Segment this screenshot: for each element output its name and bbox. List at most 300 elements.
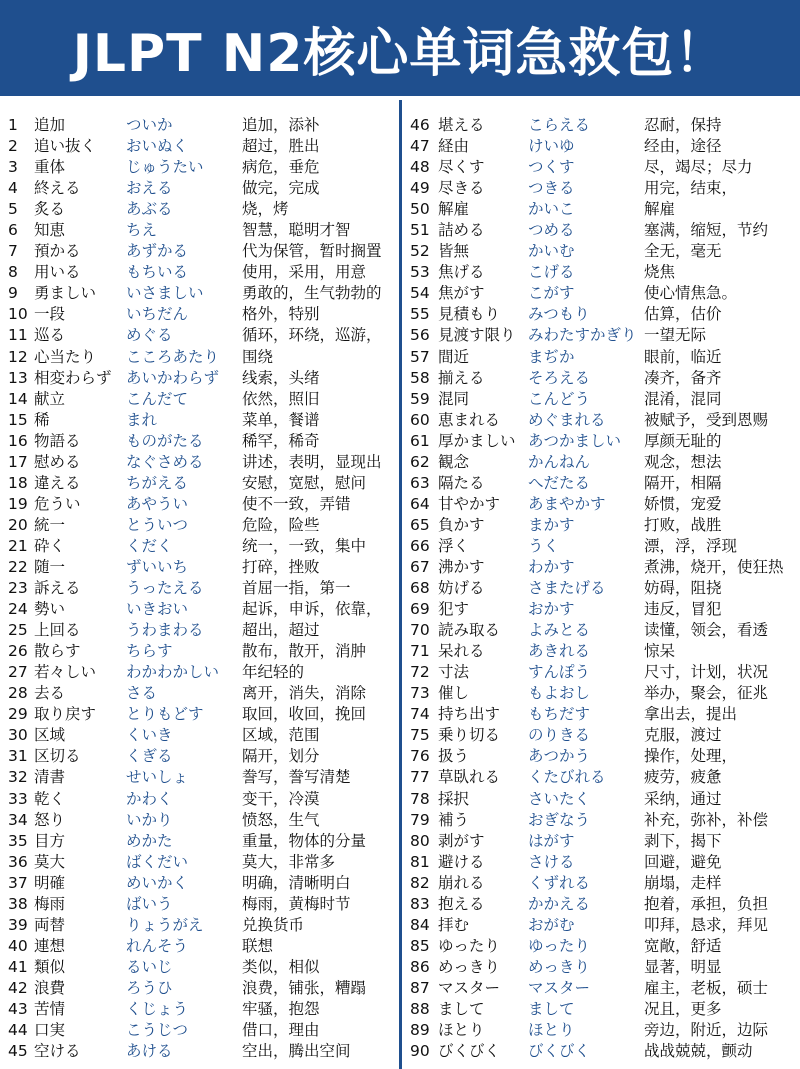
entry-number: 69 (410, 600, 430, 619)
vocab-word: 採択 (438, 789, 470, 808)
entry-number: 35 (8, 831, 28, 850)
entry-number: 70 (410, 621, 430, 640)
vocab-reading: まして (528, 999, 575, 1018)
vocab-word: 浪費 (34, 978, 66, 997)
vocab-row (404, 389, 800, 410)
entry-number: 6 (8, 221, 18, 240)
vocab-meaning: 娇惯，宠爱 (644, 494, 722, 513)
vocab-meaning: 统一，一致，集中 (242, 536, 367, 555)
vocab-row (404, 1041, 800, 1062)
vocab-word: 献立 (34, 389, 66, 408)
vocab-meaning: 全无，毫无 (644, 242, 722, 261)
vocab-row (0, 978, 400, 999)
vocab-word: 恵まれる (438, 410, 501, 429)
vocab-reading: れんそう (126, 936, 189, 955)
entry-number: 5 (8, 200, 18, 219)
vocab-meaning: 莫大，非常多 (242, 852, 336, 871)
vocab-reading: さいたく (528, 789, 591, 808)
vocab-meaning: 牢骚，抱怨 (242, 999, 320, 1018)
vocab-row (0, 136, 400, 157)
vocab-meaning: 安慰，宽慰，慰问 (242, 473, 367, 492)
vocab-row (404, 283, 800, 304)
vocab-meaning: 经由，途径 (644, 137, 722, 156)
vocab-reading: まれ (126, 410, 158, 429)
entry-number: 68 (410, 579, 430, 598)
vocab-row (0, 873, 400, 894)
vocab-reading: けいゆ (528, 137, 575, 156)
vocab-word: 連想 (34, 936, 66, 955)
entry-number: 67 (410, 557, 430, 576)
right-column (404, 115, 800, 1062)
vocab-meaning: 克服，渡过 (644, 726, 722, 745)
vocab-meaning: 空出，腾出空间 (242, 1042, 351, 1061)
vocab-reading: あける (126, 1042, 173, 1061)
entry-number: 55 (410, 305, 430, 324)
vocab-row (0, 325, 400, 346)
vocab-row (0, 746, 400, 767)
vocab-word: 妨げる (438, 579, 485, 598)
vocab-meaning: 病危，垂危 (242, 158, 320, 177)
entry-number: 22 (8, 557, 28, 576)
vocab-reading: うわまわる (126, 621, 204, 640)
vocab-reading: こがす (528, 284, 575, 303)
entry-number: 77 (410, 768, 430, 787)
vocab-row (0, 157, 400, 178)
vocab-word: 皆無 (438, 242, 470, 261)
vocab-row (0, 620, 400, 641)
vocab-row (0, 831, 400, 852)
entry-number: 23 (8, 579, 28, 598)
vocab-reading: かわく (126, 789, 173, 808)
vocab-word: 呆れる (438, 642, 485, 661)
vocab-meaning: 围绕 (242, 347, 274, 366)
vocab-meaning: 循环，环绕，巡游， (242, 326, 382, 345)
vocab-reading: ものがたる (126, 431, 204, 450)
entry-number: 53 (410, 263, 430, 282)
vocab-meaning: 离开，消失，消除 (242, 684, 367, 703)
vocab-row (404, 599, 800, 620)
vocab-reading: つくす (528, 158, 575, 177)
vocab-word: 経由 (438, 137, 470, 156)
vocab-row (404, 936, 800, 957)
entry-number: 78 (410, 789, 430, 808)
vocab-meaning: 稀罕，稀奇 (242, 431, 320, 450)
vocab-meaning: 明确，清晰明白 (242, 873, 351, 892)
vocab-row (0, 473, 400, 494)
vocab-meaning: 重量，物体的分量 (242, 831, 367, 850)
vocab-row (0, 810, 400, 831)
vocab-reading: じゅうたい (126, 158, 204, 177)
vocab-word: 負かす (438, 515, 485, 534)
vocab-reading: うく (528, 536, 560, 555)
vocab-word: 犯す (438, 600, 470, 619)
vocab-meaning: 追加，添补 (242, 116, 320, 134)
entry-number: 87 (410, 978, 430, 997)
vocab-reading: もちいる (126, 263, 189, 282)
vocab-word: 訴える (34, 579, 81, 598)
entry-number: 57 (410, 347, 430, 366)
vocab-row (0, 641, 400, 662)
vocab-meaning: 抱着，承担，负担 (644, 894, 769, 913)
vocab-meaning: 依然，照旧 (242, 389, 320, 408)
vocab-reading: ちらす (126, 642, 173, 661)
entry-number: 3 (8, 158, 18, 177)
vocab-reading: おいぬく (126, 137, 189, 156)
vocab-meaning: 格外，特别 (242, 305, 320, 324)
vocab-row (404, 978, 800, 999)
vocab-reading: つめる (528, 221, 575, 240)
vocab-meaning: 代为保管，暂时搁置 (242, 242, 382, 261)
vocab-word: 補う (438, 810, 470, 829)
vocab-row (0, 178, 400, 199)
vocab-word: 甘やかす (438, 494, 501, 513)
vocab-reading: おぎなう (528, 810, 591, 829)
entry-number: 61 (410, 431, 430, 450)
vocab-reading: くずれる (528, 873, 591, 892)
vocab-reading: くいき (126, 726, 173, 745)
vocab-meaning: 愤怒，生气 (242, 810, 320, 829)
vocab-word: 清書 (34, 768, 66, 787)
vocab-word: 剥がす (438, 831, 485, 850)
vocab-word: 随一 (34, 557, 66, 576)
vocab-meaning: 区域，范围 (242, 726, 320, 745)
vocab-row (0, 304, 400, 325)
vocab-meaning: 浪费，铺张，糟蹋 (242, 978, 367, 997)
vocab-row (404, 873, 800, 894)
vocab-row (0, 431, 400, 452)
vocab-word: 扱う (438, 747, 470, 766)
vocab-meaning: 疲劳，疲惫 (644, 768, 722, 787)
vocab-reading: さける (528, 852, 575, 871)
vocab-reading: あずかる (126, 242, 189, 261)
vocab-meaning: 煮沸，烧开，使狂热 (644, 557, 784, 576)
vocab-meaning: 隔开，相隔 (644, 473, 722, 492)
vocab-word: 浮く (438, 536, 470, 555)
vocab-meaning: 举办，聚会，征兆 (644, 684, 769, 703)
vocab-word: 危うい (34, 494, 81, 513)
vocab-word: 勇ましい (34, 284, 97, 303)
vocab-meaning: 联想 (242, 936, 274, 955)
entry-number: 17 (8, 452, 28, 471)
vocab-meaning: 回避，避免 (644, 852, 722, 871)
vocab-word: 沸かす (438, 557, 485, 576)
vocab-row (0, 220, 400, 241)
vocab-word: 解雇 (438, 200, 470, 219)
entry-number: 90 (410, 1042, 430, 1061)
vocab-meaning: 梅雨，黄梅时节 (242, 894, 351, 913)
entry-number: 73 (410, 684, 430, 703)
vocab-meaning: 混淆，混同 (644, 389, 722, 408)
vocab-row (404, 810, 800, 831)
vocab-row (404, 536, 800, 557)
vocab-meaning: 变干，冷漠 (242, 789, 320, 808)
vocab-word: 乾く (34, 789, 66, 808)
vocab-reading: こんだて (126, 389, 189, 408)
vocab-reading: すんぽう (528, 663, 591, 682)
entry-number: 60 (410, 410, 430, 429)
vocab-reading: ばいう (126, 894, 173, 913)
vocab-reading: かかえる (528, 894, 591, 913)
entry-number: 45 (8, 1042, 28, 1061)
vocab-word: 預かる (34, 242, 81, 261)
vocab-row (0, 915, 400, 936)
vocab-meaning: 使不一致，弄错 (242, 494, 351, 513)
vocab-reading: さまたげる (528, 579, 606, 598)
vocab-reading: いきおい (126, 600, 189, 619)
vocab-word: 拝む (438, 915, 470, 934)
vocab-word: 慰める (34, 452, 81, 471)
vocab-reading: とういつ (126, 515, 189, 534)
entry-number: 29 (8, 705, 28, 724)
entry-number: 18 (8, 473, 28, 492)
vocab-row (404, 746, 800, 767)
vocab-word: 違える (34, 473, 81, 492)
vocab-row (0, 283, 400, 304)
entry-number: 59 (410, 389, 430, 408)
vocab-meaning: 烧，烤 (242, 200, 289, 219)
vocab-row (404, 325, 800, 346)
vocab-row (404, 262, 800, 283)
vocab-meaning: 使心情焦急。 (644, 284, 738, 303)
vocab-meaning: 被赋予，受到恩赐 (644, 410, 769, 429)
entry-number: 19 (8, 494, 28, 513)
left-column (0, 115, 400, 1062)
entry-number: 85 (410, 936, 430, 955)
entry-number: 16 (8, 431, 28, 450)
vocab-word: 明確 (34, 873, 66, 892)
vocab-word: 寸法 (438, 663, 470, 682)
vocab-reading: ゆったり (528, 936, 590, 955)
vocab-meaning: 超出，超过 (242, 621, 320, 640)
vocab-word: ゆったり (438, 936, 500, 955)
vocab-word: 相変わらず (34, 368, 112, 387)
vocab-row (0, 452, 400, 473)
vocab-reading: のりきる (528, 726, 591, 745)
vocab-meaning: 首屈一指，第一 (242, 579, 351, 598)
vocab-word: 怒り (34, 810, 66, 829)
vocab-reading: へだたる (528, 473, 591, 492)
vocab-reading: こころあたり (126, 347, 220, 366)
vocab-reading: くだく (126, 536, 173, 555)
vocab-word: 散らす (34, 642, 81, 661)
vocab-meaning: 散布，散开，消肿 (242, 642, 367, 661)
vocab-reading: かいこ (528, 200, 575, 219)
vocab-row (404, 199, 800, 220)
vocab-word: 間近 (438, 347, 470, 366)
vocab-row (0, 599, 400, 620)
vocab-word: 巡る (34, 326, 66, 345)
vocabulary-list (0, 115, 800, 1069)
vocab-meaning: 做完，完成 (242, 179, 320, 198)
vocab-meaning: 一望无际 (644, 326, 707, 345)
vocab-meaning: 打败，战胜 (644, 515, 722, 534)
entry-number: 80 (410, 831, 430, 850)
vocab-word: 統一 (34, 515, 66, 534)
entry-number: 42 (8, 978, 28, 997)
vocab-reading: あつかましい (528, 431, 622, 450)
vocab-reading: こんどう (528, 389, 591, 408)
vocab-reading: わかす (528, 557, 575, 576)
vocab-word: 焦がす (438, 284, 485, 303)
vocab-word: マスター (438, 978, 501, 997)
vocab-word: 莫大 (34, 852, 66, 871)
vocab-row (0, 957, 400, 978)
entry-number: 48 (410, 158, 430, 177)
entry-number: 21 (8, 536, 28, 555)
vocab-word: 尽きる (438, 179, 485, 198)
vocab-reading: ほとり (528, 1021, 575, 1040)
vocab-reading: マスター (528, 978, 591, 997)
vocab-row (0, 683, 400, 704)
vocab-reading: まかす (528, 515, 575, 534)
vocab-word: 類似 (34, 957, 66, 976)
vocab-word: 取り戻す (34, 705, 97, 724)
entry-number: 63 (410, 473, 430, 492)
vocab-meaning: 旁边，附近，边际 (644, 1021, 769, 1040)
entry-number: 9 (8, 284, 18, 303)
vocab-meaning: 观念，想法 (644, 452, 722, 471)
vocab-word: 目方 (34, 831, 66, 850)
vocab-word: 観念 (438, 452, 470, 471)
entry-number: 81 (410, 852, 430, 871)
vocab-reading: めっきり (528, 957, 590, 976)
vocab-meaning: 战战兢兢，颤动 (644, 1042, 753, 1061)
entry-number: 72 (410, 663, 430, 682)
vocab-meaning: 剥下，揭下 (644, 831, 722, 850)
entry-number: 36 (8, 852, 28, 871)
vocab-reading: ちえ (126, 221, 158, 240)
vocab-reading: おえる (126, 179, 173, 198)
vocab-word: まして (438, 999, 485, 1018)
entry-number: 32 (8, 768, 28, 787)
vocab-word: 稀 (34, 410, 50, 429)
entry-number: 84 (410, 915, 430, 934)
vocab-row (0, 199, 400, 220)
vocab-row (404, 894, 800, 915)
vocab-reading: うったえる (126, 579, 204, 598)
entry-number: 27 (8, 663, 28, 682)
vocab-row (404, 683, 800, 704)
vocab-word: 苦情 (34, 999, 66, 1018)
vocab-word: 梅雨 (34, 894, 66, 913)
entry-number: 25 (8, 621, 28, 640)
vocab-meaning: 兑换货币 (242, 915, 305, 934)
vocab-word: 終える (34, 179, 81, 198)
vocab-meaning: 漂，浮，浮现 (644, 536, 738, 555)
vocab-reading: びくびく (528, 1042, 591, 1061)
vocab-reading: いかり (126, 810, 173, 829)
vocab-meaning: 凑齐，备齐 (644, 368, 722, 387)
vocab-meaning: 起诉，申诉，依靠， (242, 600, 382, 619)
vocab-reading: いちだん (126, 305, 189, 324)
vocab-row (0, 704, 400, 725)
vocab-meaning: 崩塌，走样 (644, 873, 722, 892)
vocab-word: 避ける (438, 852, 485, 871)
vocab-meaning: 类似，相似 (242, 957, 320, 976)
vocab-row (404, 999, 800, 1020)
entry-number: 41 (8, 957, 28, 976)
vocab-meaning: 烧焦 (644, 263, 676, 282)
vocab-word: 持ち出す (438, 705, 501, 724)
vocab-meaning: 讲述，表明，显现出 (242, 452, 382, 471)
vocab-reading: つきる (528, 179, 575, 198)
vocab-meaning: 违反，冒犯 (644, 600, 722, 619)
vocab-meaning: 况且，更多 (644, 999, 722, 1018)
vocab-reading: こうじつ (126, 1021, 189, 1040)
vocab-reading: めぐる (126, 326, 173, 345)
entry-number: 51 (410, 221, 430, 240)
vocab-word: 乗り切る (438, 726, 501, 745)
entry-number: 12 (8, 347, 28, 366)
vocab-reading: そろえる (528, 368, 591, 387)
vocab-meaning: 菜单，餐谱 (242, 410, 320, 429)
vocab-word: 去る (34, 684, 66, 703)
vocab-row (404, 115, 800, 136)
vocab-reading: せいしょ (126, 768, 189, 787)
vocab-meaning: 宽敞，舒适 (644, 936, 722, 955)
vocab-reading: はがす (528, 831, 575, 850)
entry-number: 20 (8, 515, 28, 534)
vocab-word: 重体 (34, 158, 66, 177)
vocab-reading: もよおし (528, 684, 591, 703)
vocab-meaning: 操作，处理， (644, 747, 738, 766)
vocab-meaning: 线索，头绪 (242, 368, 320, 387)
vocab-reading: あいかわらず (126, 368, 220, 387)
entry-number: 82 (410, 873, 430, 892)
vocab-word: 揃える (438, 368, 485, 387)
vocab-word: 若々しい (34, 663, 97, 682)
vocab-row (0, 410, 400, 431)
entry-number: 26 (8, 642, 28, 661)
vocab-word: 砕く (34, 536, 66, 555)
vocab-row (0, 347, 400, 368)
vocab-meaning: 誊写，誊写清楚 (242, 768, 351, 787)
vocab-row (0, 494, 400, 515)
vocab-row (0, 536, 400, 557)
entry-number: 49 (410, 179, 430, 198)
entry-number: 4 (8, 179, 18, 198)
vocab-word: 追加 (34, 116, 66, 134)
entry-number: 71 (410, 642, 430, 661)
vocab-reading: くぎる (126, 747, 173, 766)
vocab-reading: るいじ (126, 957, 173, 976)
vocab-word: 心当たり (34, 347, 97, 366)
vocab-meaning: 雇主，老板，硕士 (644, 978, 769, 997)
vocab-word: 抱える (438, 894, 485, 913)
vocab-reading: ちがえる (126, 473, 189, 492)
vocab-row (404, 662, 800, 683)
vocab-reading: くたびれる (528, 768, 606, 787)
vocab-reading: おかす (528, 600, 575, 619)
vocab-row (0, 767, 400, 788)
vocab-word: 物語る (34, 431, 81, 450)
vocab-meaning: 忍耐，保持 (644, 116, 722, 134)
vocab-reading: なぐさめる (126, 452, 204, 471)
vocab-row (404, 578, 800, 599)
vocab-meaning: 借口，理由 (242, 1021, 320, 1040)
vocab-reading: いさましい (126, 284, 204, 303)
vocab-meaning: 估算，估价 (644, 305, 722, 324)
vocab-meaning: 隔开，划分 (242, 747, 320, 766)
vocab-reading: かんねん (528, 452, 591, 471)
vocab-row (0, 936, 400, 957)
vocab-row (0, 789, 400, 810)
vocab-row (404, 1020, 800, 1041)
vocab-row (404, 831, 800, 852)
page-title: JLPT N2核心单词急救包！ (72, 23, 728, 84)
vocab-word: 混同 (438, 389, 470, 408)
vocab-reading: とりもどす (126, 705, 204, 724)
